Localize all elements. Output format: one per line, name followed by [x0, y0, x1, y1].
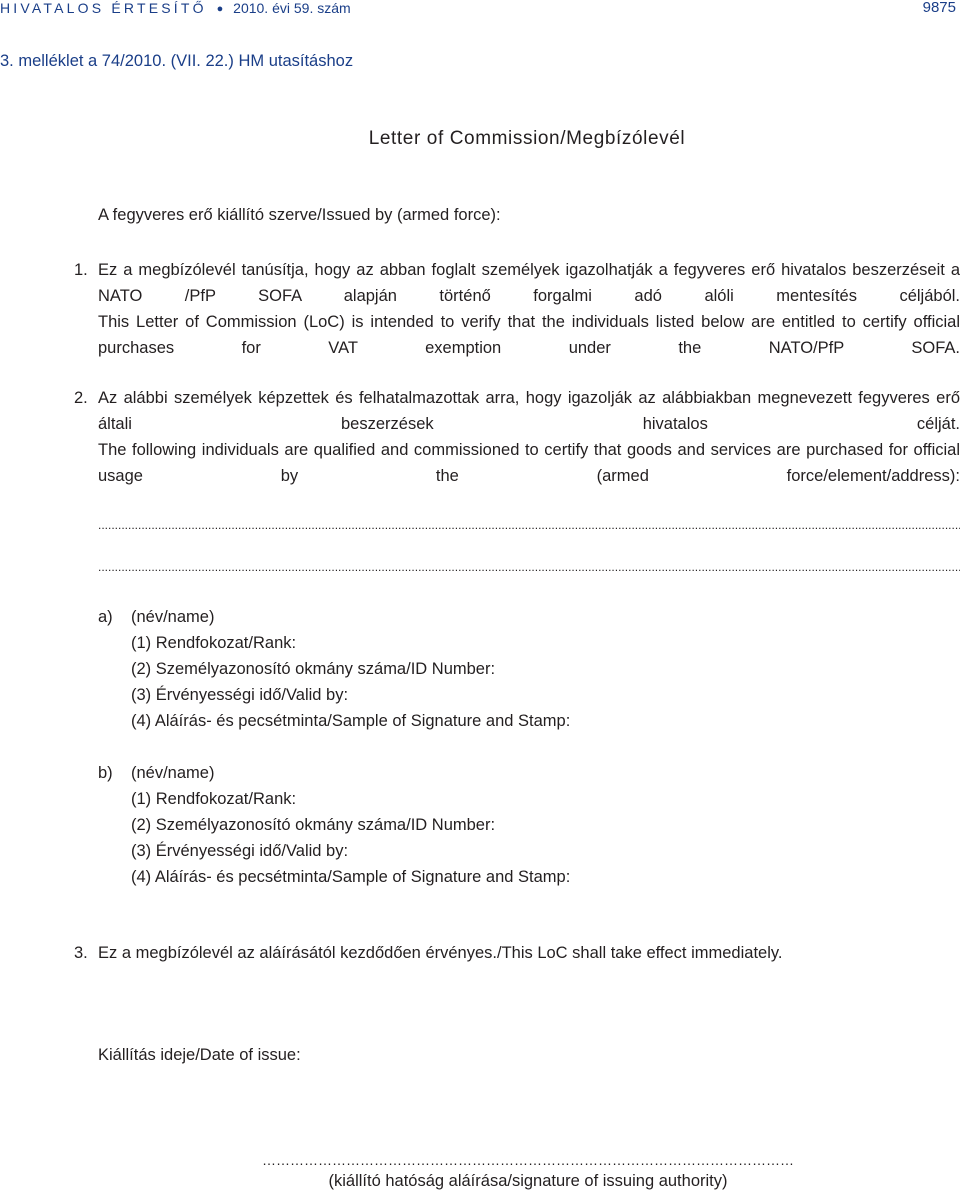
- item-2-number: 2.: [74, 389, 88, 407]
- item-1-number: 1.: [74, 261, 88, 279]
- item-3-number: 3.: [74, 944, 88, 962]
- date-of-issue-label: Kiállítás ideje/Date of issue:: [98, 1046, 301, 1064]
- annex-label: 3. melléklet a 74/2010. (VII. 22.) HM utasításhoz: [0, 52, 354, 70]
- signature-line: [262, 1152, 794, 1168]
- item-2-text: [98, 385, 960, 489]
- person-b-letter: b): [98, 764, 113, 782]
- address-fill-line-1: [98, 518, 960, 532]
- document-title: Letter of Commission/Megbízólevél: [368, 128, 686, 149]
- item-1-text: [98, 257, 960, 361]
- item-2-english: The following individuals are qualified and commissioned to certify that goods and services are purchased for official usage by the (armed force/element/address):: [98, 441, 960, 485]
- person-b-rank-label: (1) Rendfokozat/Rank:: [131, 790, 297, 808]
- person-b-name-label: (név/name): [131, 764, 215, 782]
- person-b-valid-label: (3) Érvényességi idő/Valid by:: [131, 842, 349, 860]
- person-a-id-label: (2) Személyazonosító okmány száma/ID Number:: [131, 660, 496, 678]
- person-b-signature-label: (4) Aláírás- és pecsétminta/Sample of Signature and Stamp:: [131, 868, 571, 886]
- item-1-hungarian: Ez a megbízólevél tanúsítja, hogy az abban foglalt személyek igazolhatják a fegyveres erő hivatalos beszerzéseit a NATO /PfP SOFA alapján történő forgalmi adó alóli mentesítés céljából.: [98, 261, 960, 305]
- running-header: [0, 0, 351, 18]
- person-a-name-label: (név/name): [131, 608, 215, 626]
- page-number: 9875: [922, 0, 956, 16]
- person-b-id-label: (2) Személyazonosító okmány száma/ID Number:: [131, 816, 496, 834]
- signature-caption: (kiállító hatóság aláírása/signature of issuing authority): [328, 1172, 728, 1190]
- armed-force-label: A fegyveres erő kiállító szerve/Issued by (armed force):: [98, 206, 501, 224]
- person-a-valid-label: (3) Érvényességi idő/Valid by:: [131, 686, 349, 704]
- person-a-signature-label: (4) Aláírás- és pecsétminta/Sample of Signature and Stamp:: [131, 712, 571, 730]
- issue-number: 2010. évi 59. szám: [233, 0, 351, 16]
- person-a-rank-label: (1) Rendfokozat/Rank:: [131, 634, 297, 652]
- person-a-letter: a): [98, 608, 113, 626]
- publication-name: HIVATALOS ÉRTESÍTŐ: [0, 0, 207, 16]
- item-1-english: This Letter of Commission (LoC) is intended to verify that the individuals listed below are entitled to certify official purchases for VAT exemption under the NATO/PfP SOFA.: [98, 313, 960, 357]
- address-fill-line-2: [98, 560, 960, 574]
- item-2-hungarian: Az alábbi személyek képzettek és felhatalmazottak arra, hogy igazolják az alábbiakban megnevezett fegyveres erő általi beszerzések hivatalos célját.: [98, 389, 960, 433]
- item-3-text: Ez a megbízólevél az aláírásától kezdődően érvényes./This LoC shall take effect immediately.: [98, 944, 783, 962]
- separator-bullet: ●: [216, 3, 224, 15]
